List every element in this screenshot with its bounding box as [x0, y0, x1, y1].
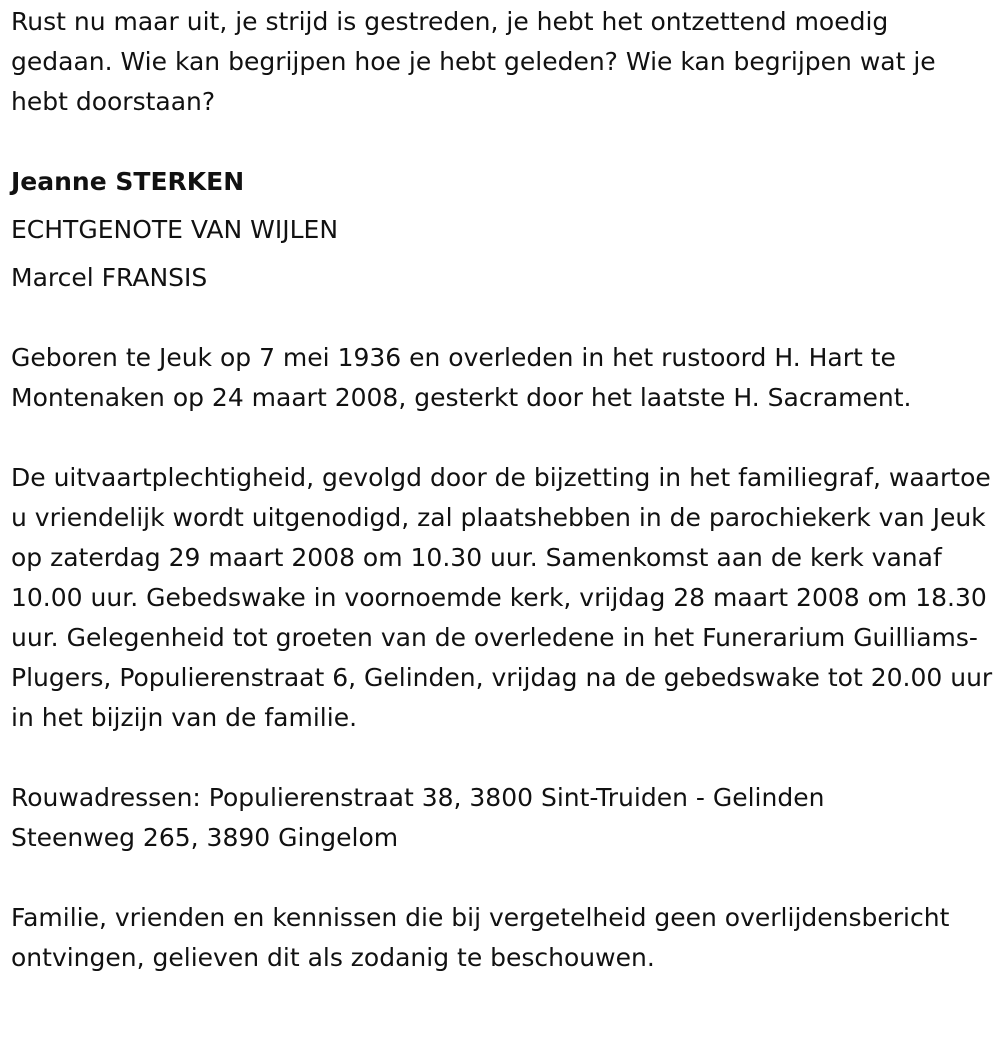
birth-death-paragraph: Geboren te Jeuk op 7 mei 1936 en overleden in het rustoord H. Hart te Montenaken op 24 maart 2008, gesterkt door het laatste H. Sacrament.	[11, 343, 912, 412]
spacer	[11, 302, 996, 338]
spacer	[11, 122, 996, 158]
spacer	[11, 738, 996, 778]
spacer	[11, 418, 996, 458]
deceased-name: Jeanne STERKEN	[11, 167, 245, 196]
obituary-notice	[11, 2, 996, 978]
address-line-1: Rouwadressen: Populierenstraat 38, 3800 Sint-Truiden - Gelinden	[11, 783, 825, 812]
address-line-2: Steenweg 265, 3890 Gingelom	[11, 823, 399, 852]
spacer	[11, 858, 996, 898]
intro-paragraph: Rust nu maar uit, je strijd is gestreden, je hebt het ontzettend moedig gedaan. Wie kan begrijpen hoe je hebt geleden? Wie kan begrijpen wat je hebt doorstaan?	[11, 7, 936, 116]
closing-paragraph: Familie, vrienden en kennissen die bij vergetelheid geen overlijdensbericht ontvingen, gelieven dit als zodanig te beschouwen.	[11, 903, 950, 972]
deceased-relation: ECHTGENOTE VAN WIJLEN	[11, 215, 339, 244]
funeral-paragraph: De uitvaartplechtigheid, gevolgd door de bijzetting in het familiegraf, waartoe u vriendelijk wordt uitgenodigd, zal plaatshebben in de parochiekerk van Jeuk op zaterdag 29 maart 2008 om 10.30 uur. Samenkomst aan de kerk vanaf 10.00 uur. Gebedswake in voornoemde kerk, vrijdag 28 maart 2008 om 18.30 uur. Gelegenheid tot groeten van de overledene in het Funerarium Guilliams-Plugers, Populierenstraat 6, Gelinden, vrijdag na de gebedswake tot 20.00 uur in het bijzijn van de familie.	[11, 463, 993, 732]
spouse-name: Marcel FRANSIS	[11, 263, 208, 292]
